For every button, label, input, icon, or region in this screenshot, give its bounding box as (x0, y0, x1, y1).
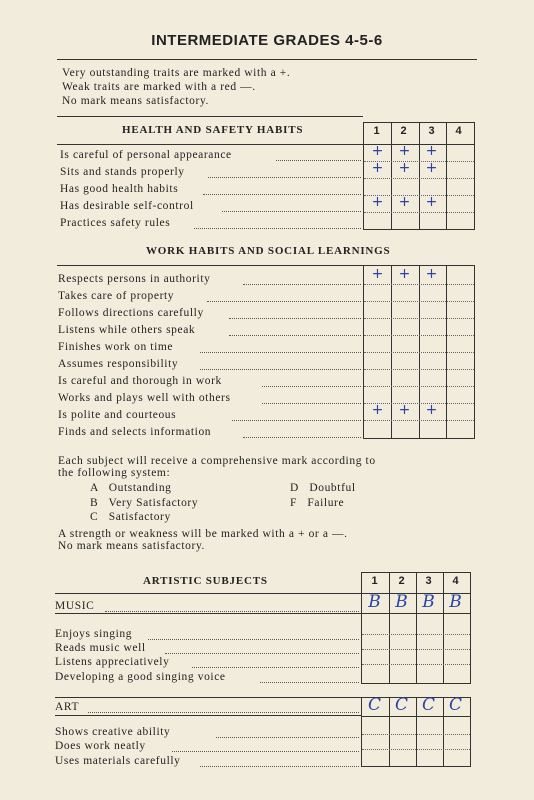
health-mark: + (371, 160, 384, 176)
health-mark: + (398, 143, 411, 159)
artistic-col-1: 1 (371, 575, 378, 587)
work-item: Works and plays well with others (58, 392, 231, 404)
music-grade: B (395, 592, 408, 612)
system-note-1: A strength or weakness will be marked with a + or a —. (58, 528, 348, 540)
system-line-1: Each subject will receive a comprehensive mark according to (58, 455, 376, 467)
music-grade: B (422, 592, 435, 612)
music-label: MUSIC (55, 600, 95, 612)
health-col-3: 3 (428, 125, 435, 137)
health-item: Sits and stands properly (60, 166, 185, 178)
legend-line-3: No mark means satisfactory. (62, 95, 210, 107)
health-mark: + (425, 143, 438, 159)
legend-line-1: Very outstanding traits are marked with a +. (62, 67, 291, 79)
artistic-col-4: 4 (452, 575, 459, 587)
art-grade: C (367, 695, 381, 715)
music-item: Reads music well (55, 642, 146, 654)
work-heading-rule (57, 265, 363, 266)
work-item: Respects persons in authority (58, 273, 211, 285)
art-grade: C (448, 695, 462, 715)
music-item: Developing a good singing voice (55, 671, 226, 683)
health-top-rule (57, 116, 363, 117)
work-item: Is careful and thorough in work (58, 375, 222, 387)
system-note-2: No mark means satisfactory. (58, 540, 206, 552)
artistic-col-2: 2 (398, 575, 405, 587)
grade-c: C Satisfactory (90, 511, 171, 523)
work-item: Finds and selects information (58, 426, 212, 438)
health-item: Practices safety rules (60, 217, 171, 229)
work-item: Takes care of property (58, 290, 175, 302)
health-item: Has desirable self-control (60, 200, 194, 212)
health-mark: + (398, 160, 411, 176)
system-line-2: the following system: (58, 467, 171, 479)
grade-b: B Very Satisfactory (90, 497, 199, 509)
music-grade: B (368, 592, 381, 612)
work-heading: WORK HABITS AND SOCIAL LEARNINGS (146, 245, 391, 257)
art-item: Does work neatly (55, 740, 146, 752)
health-col-1: 1 (373, 125, 380, 137)
health-mark: + (425, 194, 438, 210)
music-grid (361, 572, 471, 684)
work-mark: + (398, 266, 411, 282)
art-label: ART (55, 701, 80, 713)
art-item: Shows creative ability (55, 726, 171, 738)
health-grid (363, 122, 475, 230)
artistic-heading: ARTISTIC SUBJECTS (143, 575, 268, 587)
page-title: INTERMEDIATE GRADES 4-5-6 (151, 32, 383, 49)
art-item: Uses materials carefully (55, 755, 181, 767)
work-mark: + (425, 266, 438, 282)
grade-d: D Doubtful (290, 482, 356, 494)
work-mark: + (398, 402, 411, 418)
work-item: Follows directions carefully (58, 307, 204, 319)
legend-line-2: Weak traits are marked with a red —. (62, 81, 256, 93)
health-item: Is careful of personal appearance (60, 149, 232, 161)
health-heading: HEALTH AND SAFETY HABITS (122, 124, 304, 136)
health-mark: + (371, 143, 384, 159)
work-mark: + (371, 402, 384, 418)
work-item: Listens while others speak (58, 324, 196, 336)
health-mark: + (371, 194, 384, 210)
work-item: Assumes responsibility (58, 358, 179, 370)
health-col-4: 4 (455, 125, 462, 137)
health-col-2: 2 (400, 125, 407, 137)
grade-f: F Failure (290, 497, 345, 509)
health-item: Has good health habits (60, 183, 179, 195)
work-mark: + (371, 266, 384, 282)
grade-a: A Outstanding (90, 482, 172, 494)
work-item: Finishes work on time (58, 341, 174, 353)
art-grade: C (394, 695, 408, 715)
music-grade: B (449, 592, 462, 612)
art-grade: C (421, 695, 435, 715)
music-item: Enjoys singing (55, 628, 133, 640)
health-mark: + (398, 194, 411, 210)
artistic-col-3: 3 (425, 575, 432, 587)
music-item: Listens appreciatively (55, 656, 170, 668)
title-rule (57, 59, 477, 60)
artistic-heading-rule (55, 593, 361, 594)
health-heading-rule (57, 144, 363, 145)
work-mark: + (425, 402, 438, 418)
work-item: Is polite and courteous (58, 409, 177, 421)
health-mark: + (425, 160, 438, 176)
